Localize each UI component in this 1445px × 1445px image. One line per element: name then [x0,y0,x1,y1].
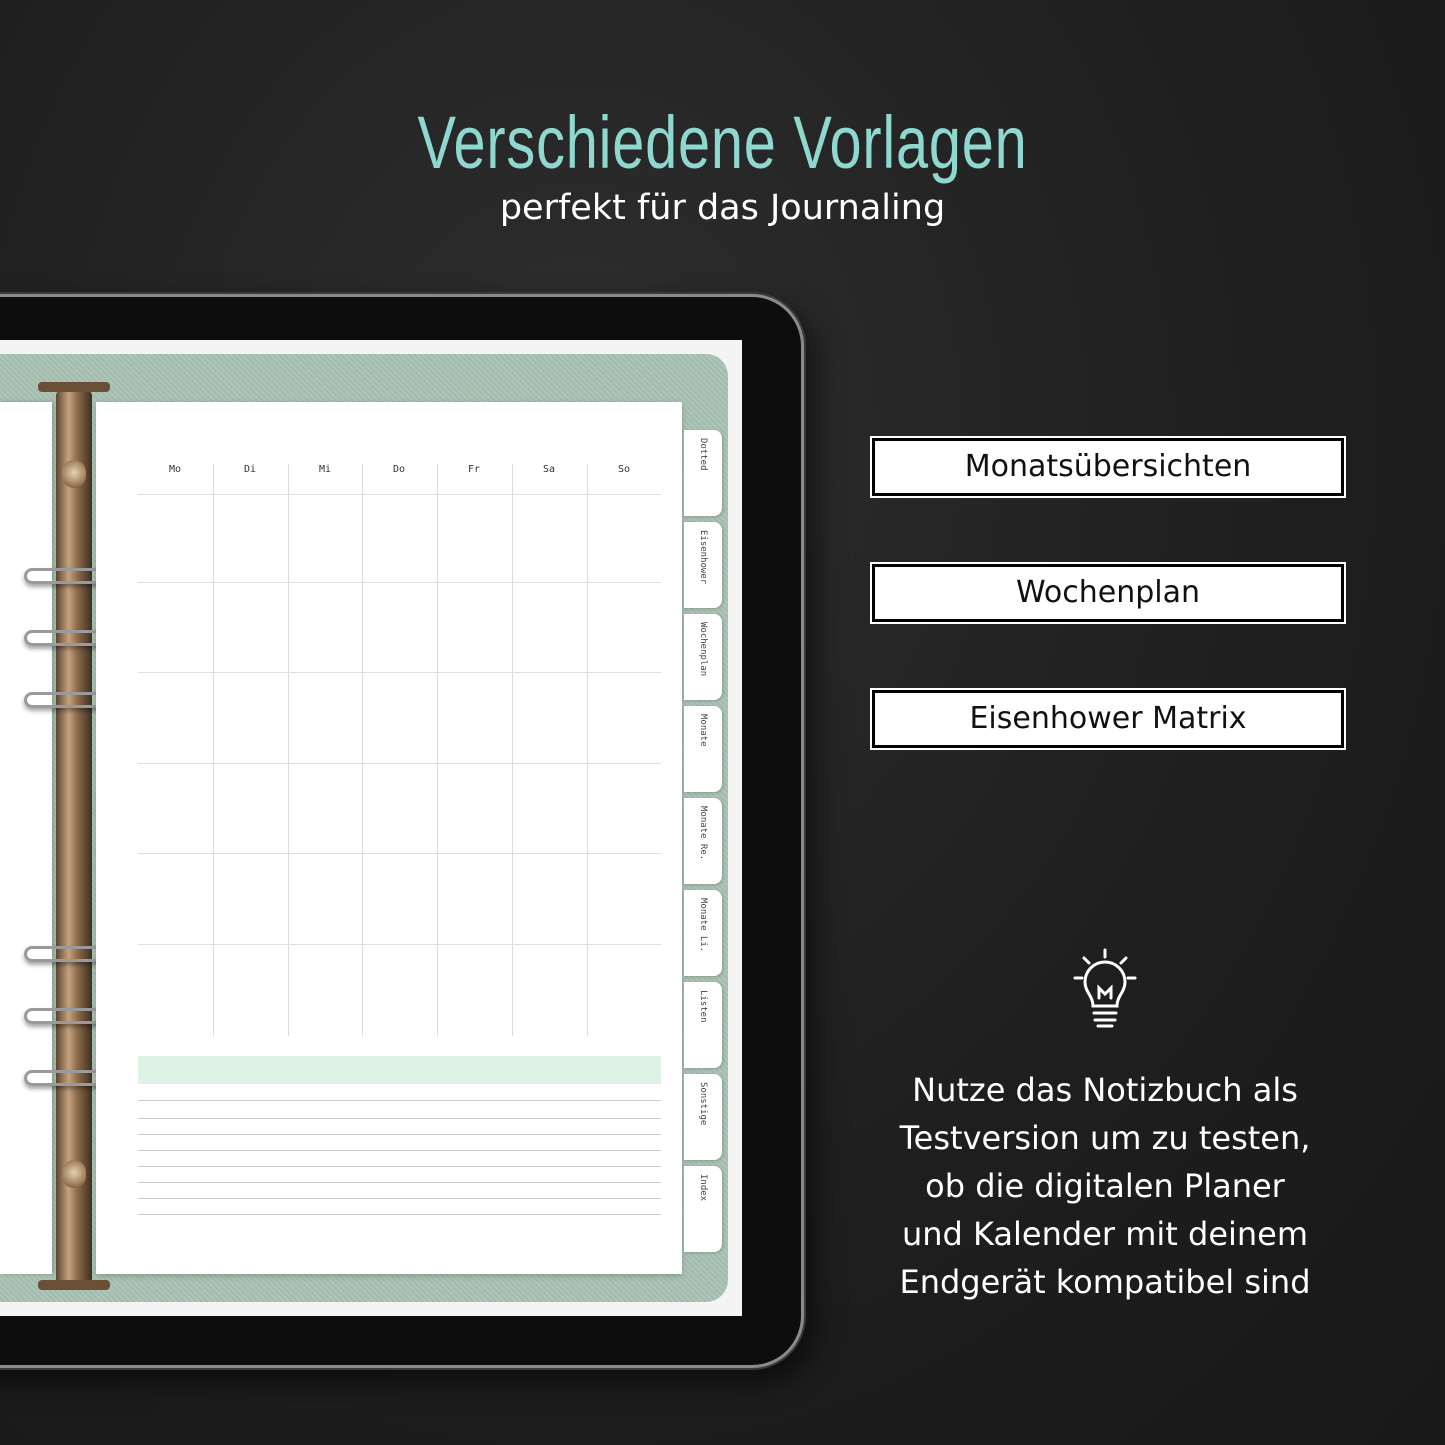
binder-stud-icon [62,460,86,488]
tab-eisenhower[interactable]: Eisenhower [684,522,722,608]
tab-wochenplan[interactable]: Wochenplan [684,614,722,700]
lightbulb-icon [1072,948,1138,1032]
page-subtitle: perfekt für das Journaling [499,188,946,228]
note-line[interactable] [138,1118,661,1119]
grid-row-divider [138,763,661,764]
note-line[interactable] [138,1166,661,1167]
grid-column-divider [587,464,588,1036]
tab-index[interactable]: Index [684,1166,722,1252]
day-header: Mo [168,464,182,475]
spine-cap-bottom [38,1280,110,1290]
tab-sonstige[interactable]: Sonstige [684,1074,722,1160]
day-header: Fr [467,464,481,475]
notes-header-bar [138,1056,661,1084]
binder-spine [56,390,92,1290]
note-line[interactable] [138,1182,661,1183]
grid-column-divider [213,464,214,1036]
tab-dotted[interactable]: Dotted [684,430,722,516]
note-line[interactable] [138,1150,661,1151]
day-header: Do [392,464,406,475]
grid-column-divider [512,464,513,1036]
grid-row-divider [138,494,661,495]
left-page [0,402,52,1274]
tab-monate-re[interactable]: Monate Re. [684,798,722,884]
tab-monate-li[interactable]: Monate Li. [684,890,722,976]
day-header: Mi [318,464,332,475]
page-title: Verschiedene Vorlagen [417,101,1028,184]
spine-cap-top [38,382,110,392]
binder-stud-icon [62,1160,86,1188]
grid-column-divider [437,464,438,1036]
grid-row-divider [138,944,661,945]
grid-row-divider [138,672,661,673]
grid-column-divider [362,464,363,1036]
note-line[interactable] [138,1198,661,1199]
week-grid [138,464,661,1036]
weekly-page [96,402,682,1274]
grid-column-divider [288,464,289,1036]
feature-wochenplan: Wochenplan [872,564,1344,622]
feature-eisenhower-matrix: Eisenhower Matrix [872,690,1344,748]
grid-row-divider [138,582,661,583]
planner-binder [0,354,728,1302]
tip-text: Nutze das Notizbuch als Testversion um zu testen, ob die digitalen Planer und Kalender mit deinem Endgerät kompatibel sind [899,1071,1311,1301]
note-line[interactable] [138,1100,661,1101]
tab-listen[interactable]: Listen [684,982,722,1068]
note-line[interactable] [138,1134,661,1135]
note-line[interactable] [138,1214,661,1215]
feature-monatsuebersichten: Monatsübersichten [872,438,1344,496]
tab-monate[interactable]: Monate [684,706,722,792]
day-header: Di [243,464,257,475]
day-header: Sa [542,464,556,475]
day-header: So [617,464,631,475]
tablet-screen [0,340,742,1316]
grid-row-divider [138,853,661,854]
